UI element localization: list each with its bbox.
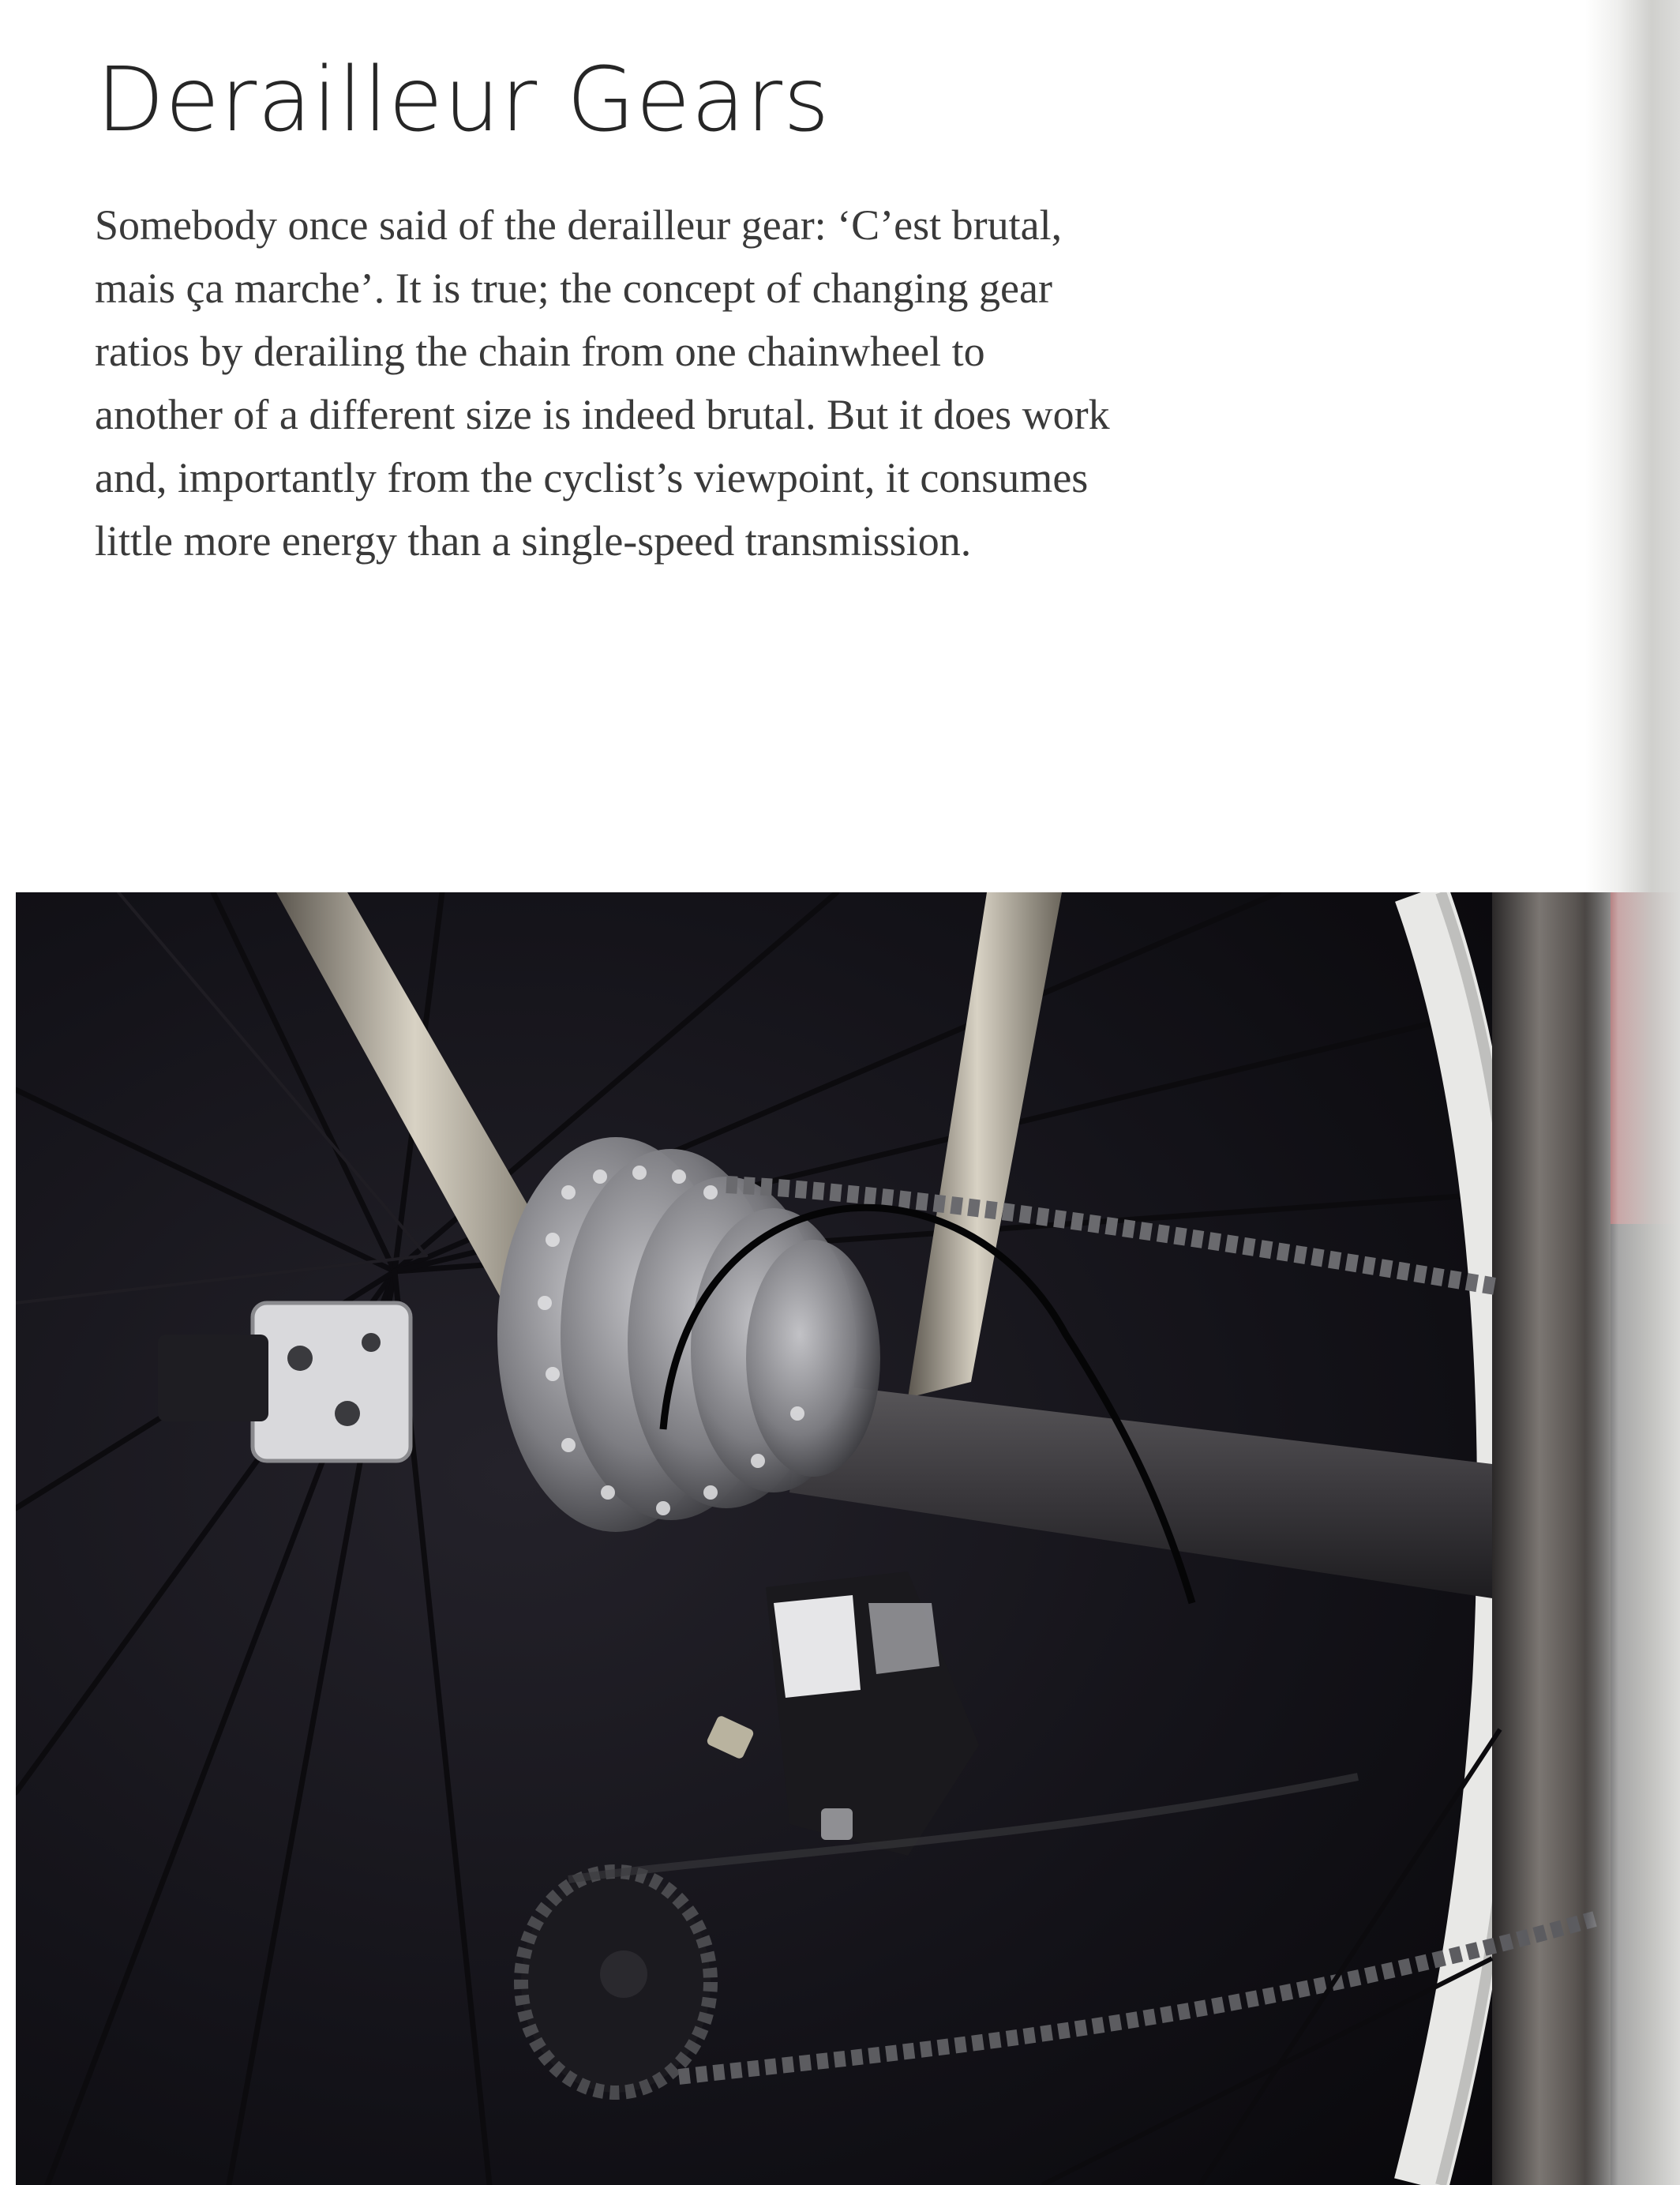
intro-line: and, importantly from the cyclist’s viewpoint, it consumes [95, 454, 1089, 501]
derailleur-photo-illustration [16, 892, 1680, 2185]
derailleur-photo [16, 892, 1680, 2185]
intro-paragraph [95, 193, 1279, 573]
intro-line: little more energy than a single-speed transmission. [95, 517, 972, 565]
book-gutter-shadow [1585, 0, 1680, 2185]
intro-line: ratios by derailing the chain from one chainwheel to [95, 328, 985, 375]
intro-line: Somebody once said of the derailleur gear: ‘C’est brutal, [95, 201, 1063, 249]
intro-line: another of a different size is indeed brutal. But it does work [95, 391, 1110, 438]
page-title: Derailleur Gears [96, 49, 831, 152]
intro-line: mais ça marche’. It is true; the concept of changing gear [95, 265, 1052, 312]
